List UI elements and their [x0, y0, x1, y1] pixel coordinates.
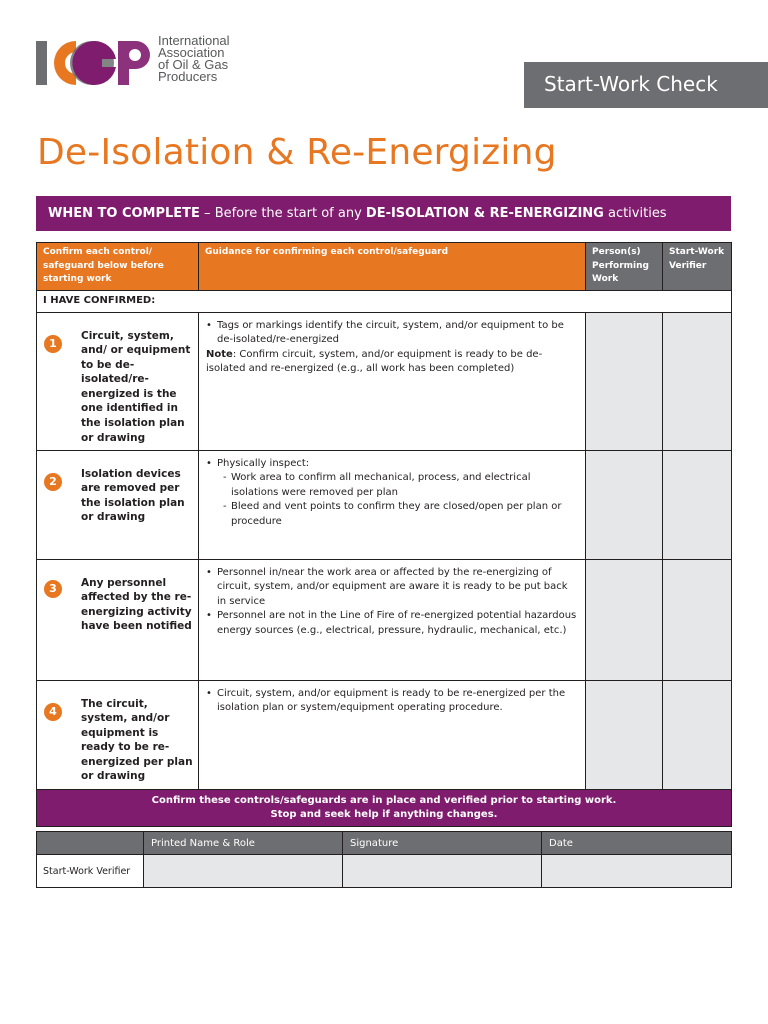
confirmed-row: [37, 290, 732, 312]
footer-line-2: Stop and seek help if anything changes.: [270, 808, 498, 820]
item-cell: [37, 312, 199, 450]
verifier-signoff-cell[interactable]: [663, 680, 732, 789]
performing-signoff-cell[interactable]: [586, 680, 663, 789]
guidance-bullet: • Personnel in/near the work area or affected by the re-energizing of circuit, system, and/or equipment are aware it is ready to be put back in service: [206, 566, 579, 610]
iogp-logo: [36, 35, 256, 91]
signature-header-blank: [37, 832, 144, 855]
start-work-check-label: Start-Work Check: [544, 72, 718, 96]
item-cell: [37, 559, 199, 680]
when-label: WHEN TO COMPLETE: [48, 206, 200, 221]
item-label: Isolation devices are removed per the isolation plan or drawing: [81, 467, 185, 524]
header-performing: Person(s) Performing Work: [586, 243, 663, 291]
guidance-cell: [199, 680, 586, 789]
signature-header-row: [37, 832, 732, 855]
start-work-check-tab: [524, 62, 768, 108]
guidance-cell: [199, 559, 586, 680]
item-cell: [37, 680, 199, 789]
performing-signoff-cell[interactable]: [586, 450, 663, 559]
confirmed-label: I HAVE CONFIRMED:: [37, 290, 732, 312]
guidance-sub-item: - Bleed and vent points to confirm they are closed/open per plan or procedure: [223, 501, 562, 527]
table-row: [37, 450, 732, 559]
iogp-logo-mark: [36, 37, 152, 89]
verifier-signoff-cell[interactable]: [663, 312, 732, 450]
footer-line-1: Confirm these controls/safeguards are in place and verified prior to starting work.: [151, 794, 617, 806]
page-title: De-Isolation & Re-Energizing: [37, 132, 557, 173]
logo-line: of Oil & Gas: [158, 57, 229, 72]
item-label: Any personnel affected by the re-energizing activity have been notified: [81, 576, 192, 633]
performing-signoff-cell[interactable]: [586, 559, 663, 680]
number-badge: 4: [44, 703, 62, 721]
guidance-note: [206, 348, 579, 377]
verifier-signoff-cell[interactable]: [663, 559, 732, 680]
note-text: : Confirm circuit, system, and/or equipment is ready to be de-isolated and re-energized (e.g., all work has been completed): [206, 348, 543, 375]
item-label: Circuit, system, and/ or equipment to be de-isolated/re-energized is the one identified in the isolation plan or drawing: [81, 329, 191, 444]
when-activity: DE-ISOLATION & RE-ENERGIZING: [365, 206, 604, 221]
number-badge: 3: [44, 580, 62, 598]
guidance-cell: [199, 312, 586, 450]
guidance-sub-item: - Work area to confirm all mechanical, process, and electrical isolations were removed per plan: [223, 472, 531, 498]
table-header-row: [37, 243, 732, 291]
header-control: Confirm each control/ safeguard below before starting work: [37, 243, 199, 291]
item-cell: [37, 450, 199, 559]
date-field[interactable]: [542, 855, 732, 888]
signature-table: [36, 831, 732, 888]
signature-row: [37, 855, 732, 888]
header-signature: Signature: [343, 832, 542, 855]
guidance-bullet: • Circuit, system, and/or equipment is ready to be re-energized per the isolation plan or system/equipment operating procedure.: [206, 687, 579, 716]
logo-line: International: [158, 33, 230, 48]
when-dash: –: [199, 206, 215, 221]
sub-item-text: Bleed and vent points to confirm they are closed/open per plan or procedure: [231, 501, 562, 527]
footer-row: [37, 789, 732, 826]
logo-line: Association: [158, 45, 225, 60]
checklist-table: [36, 242, 732, 827]
when-after: activities: [603, 206, 667, 221]
when-before: Before the start of any: [214, 206, 366, 221]
note-label: Note: [206, 348, 233, 360]
header-verifier: Start-Work Verifier: [663, 243, 732, 291]
number-badge: 1: [44, 335, 62, 353]
logo-text: [158, 35, 230, 83]
table-row: [37, 680, 732, 789]
logo-line: Producers: [158, 69, 218, 84]
sub-item-text: Work area to confirm all mechanical, process, and electrical isolations were removed per plan: [231, 472, 531, 498]
guidance-cell: [199, 450, 586, 559]
table-row: [37, 559, 732, 680]
guidance-bullet: • Personnel are not in the Line of Fire of re-energized potential hazardous energy sources (e.g., electrical, pressure, hydraulic, mechanical, etc.): [206, 609, 579, 638]
item-label: The circuit, system, and/or equipment is ready to be re-energized per plan or drawing: [81, 697, 193, 783]
verifier-row-label: Start-Work Verifier: [37, 855, 144, 888]
performing-signoff-cell[interactable]: [586, 312, 663, 450]
header-guidance: Guidance for confirming each control/safeguard: [199, 243, 586, 291]
guidance-bullet: • Tags or markings identify the circuit, system, and/or equipment to be de-isolated/re-energized: [206, 319, 579, 348]
header-date: Date: [542, 832, 732, 855]
signature-field[interactable]: [343, 855, 542, 888]
printed-name-field[interactable]: [144, 855, 343, 888]
number-badge: 2: [44, 473, 62, 491]
table-row: [37, 312, 732, 450]
guidance-bullet: • Physically inspect:: [206, 457, 579, 472]
footer-message: [37, 789, 732, 826]
header-printed-name: Printed Name & Role: [144, 832, 343, 855]
when-to-complete-banner: [36, 196, 731, 231]
verifier-signoff-cell[interactable]: [663, 450, 732, 559]
